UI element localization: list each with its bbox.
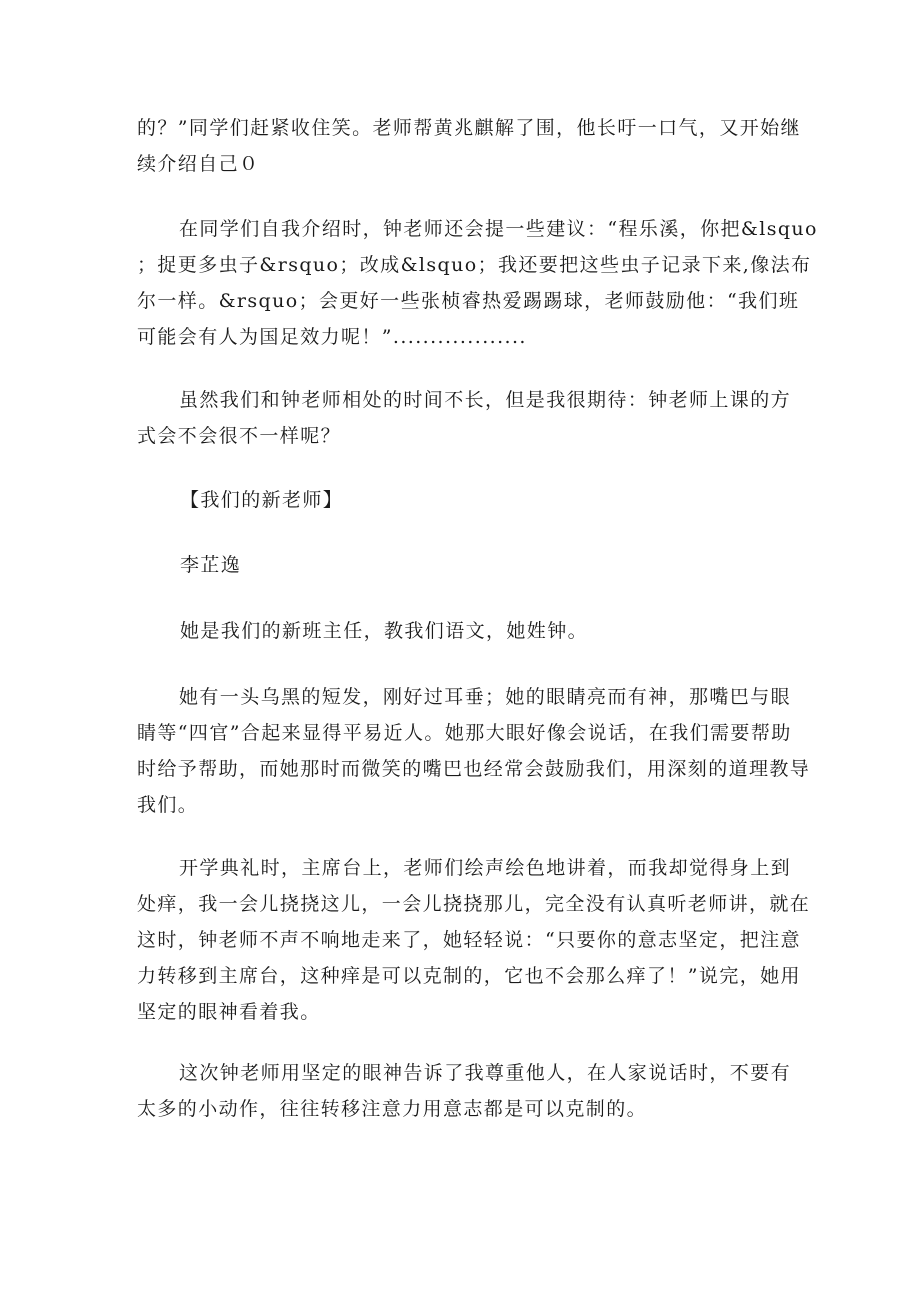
text-line: 坚定的眼神看着我。 — [137, 1001, 321, 1023]
author-name: 李芷逸 — [180, 554, 242, 576]
text-line: 的？”同学们赶紧收住笑。老师帮黄兆麒解了围，他长吁一口气，又开始继 — [137, 117, 801, 139]
text-line: 续介绍自己０ — [137, 153, 260, 175]
text-line: 太多的小动作，往往转移注意力用意志都是可以克制的。 — [137, 1098, 648, 1120]
text-line: 式会不会很不一样呢？ — [137, 425, 342, 447]
paragraph-continuation — [137, 110, 801, 182]
text-line: 她有一头乌黑的短发，刚好过耳垂；她的眼睛亮而有神，那嘴巴与眼 — [179, 686, 792, 708]
text-line: 尔一样。&rsquo；会更好一些张桢睿热爱踢踢球，老师鼓励他：“我们班 — [137, 290, 800, 312]
paragraph-expectation — [137, 382, 792, 454]
text-line: 开学典礼时，主席台上，老师们绘声绘色地讲着，而我却觉得身上到 — [179, 857, 792, 879]
paragraph-conclusion — [137, 1055, 792, 1127]
text-line: 这次钟老师用坚定的眼神告诉了我尊重他人，在人家说话时，不要有 — [179, 1062, 792, 1084]
paragraph-intro: 她是我们的新班主任，教我们语文，她姓钟。 — [180, 620, 589, 642]
text-line: 力转移到主席台，这种痒是可以克制的，它也不会那么痒了！”说完，她用 — [137, 965, 801, 987]
text-line: 睛等“四官”合起来显得平易近人。她那大眼好像会说话，在我们需要帮助 — [137, 722, 792, 744]
text-line: ；捉更多虫子&rsquo；改成&lsquo；我还要把这些虫子记录下来,像法布 — [137, 254, 812, 276]
text-line: 我们。 — [137, 794, 199, 816]
text-line: 时给予帮助，而她那时而微笑的嘴巴也经常会鼓励我们，用深刻的道理教导 — [137, 758, 811, 780]
text-line: 处痒，我一会儿挠挠这儿，一会儿挠挠那儿，完全没有认真听老师讲，就在 — [137, 893, 811, 915]
essay-title: 【我们的新老师】 — [180, 489, 344, 511]
text-line: 这时，钟老师不声不响地走来了，她轻轻说：“只要你的意志坚定，把注意 — [137, 929, 801, 951]
paragraph-appearance — [137, 679, 811, 823]
paragraph-ceremony — [137, 850, 811, 1030]
text-line: 可能会有人为国足效力呢！”.................. — [137, 326, 527, 348]
text-line: 虽然我们和钟老师相处的时间不长，但是我很期待：钟老师上课的方 — [179, 389, 792, 411]
text-line: 在同学们自我介绍时，钟老师还会提一些建议：“程乐溪，你把&lsquo — [179, 218, 818, 240]
paragraph-suggestions — [137, 211, 818, 355]
